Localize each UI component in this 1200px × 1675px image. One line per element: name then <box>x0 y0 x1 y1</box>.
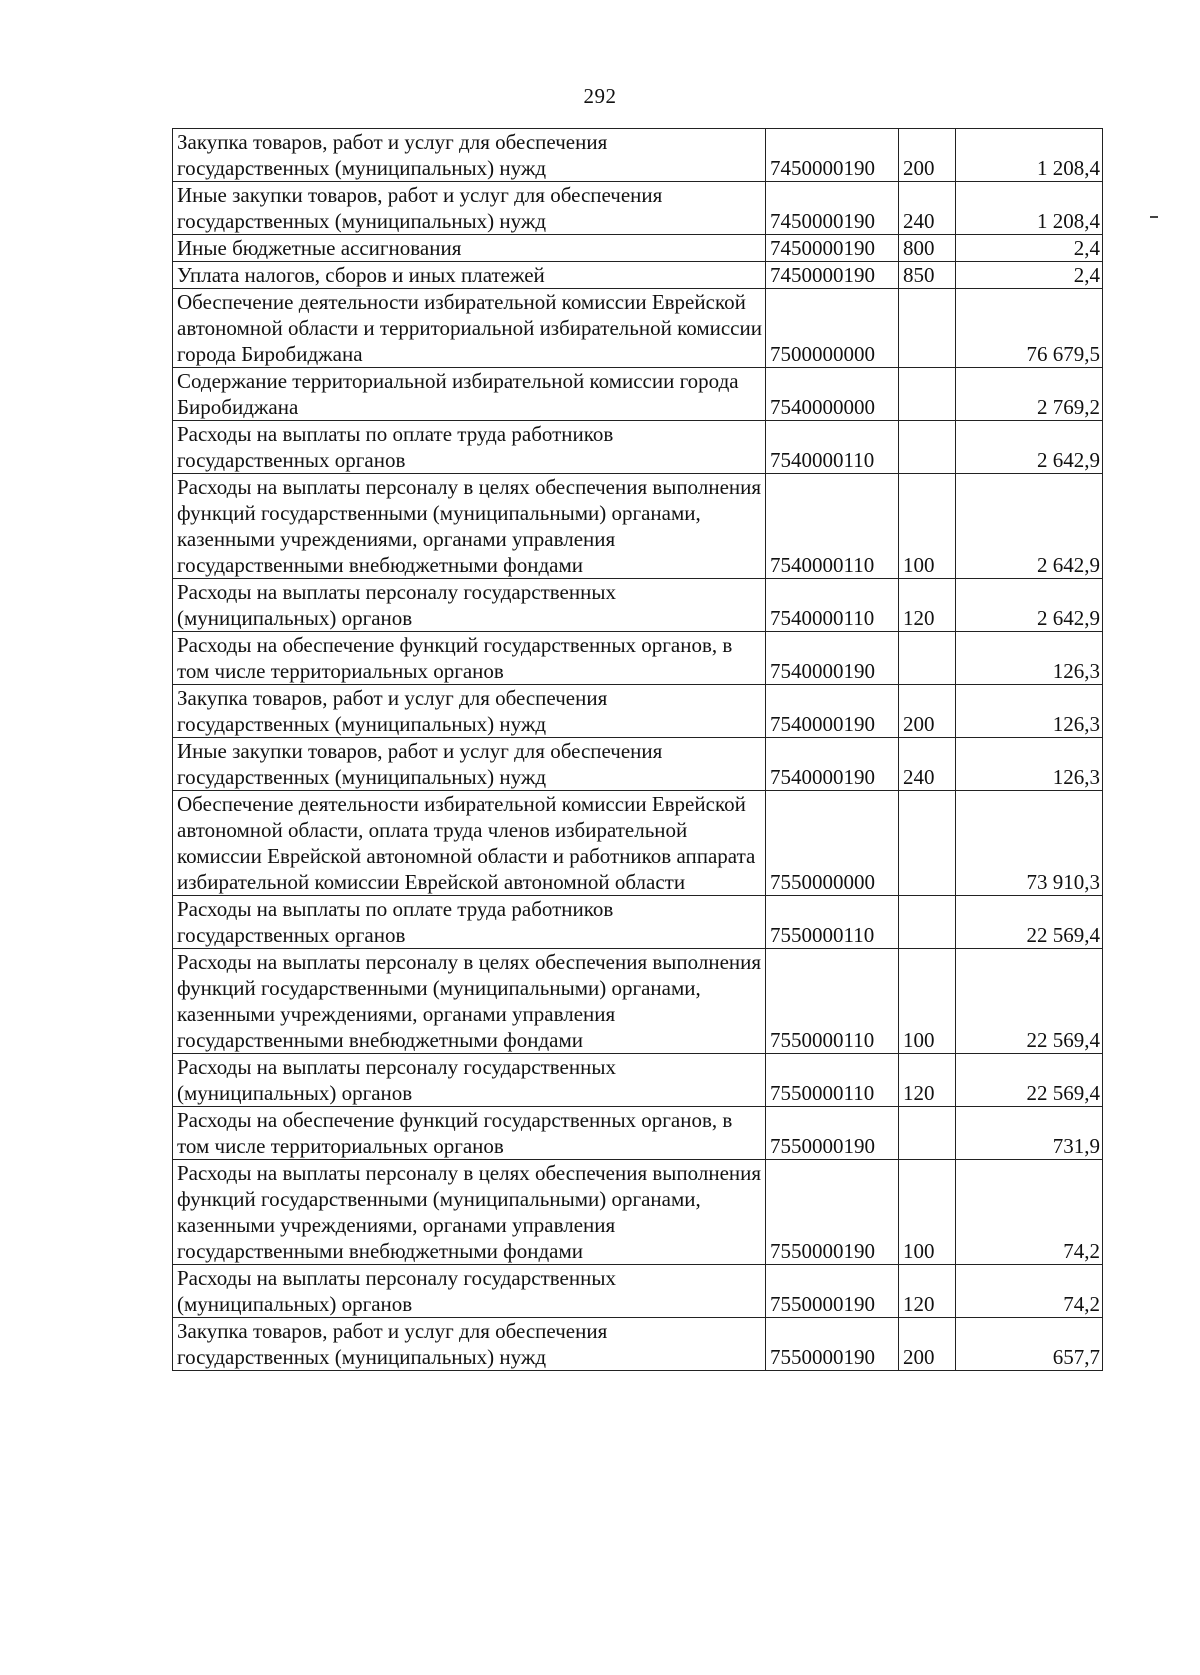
row-name-cell: Расходы на обеспечение функций государственных органов, в том числе территориальных органов <box>173 1107 766 1160</box>
row-name-cell: Расходы на обеспечение функций государственных органов, в том числе территориальных органов <box>173 632 766 685</box>
table-row <box>173 685 1103 738</box>
row-code-cell: 7540000190 <box>766 685 899 738</box>
table-row <box>173 1318 1103 1371</box>
row-name-cell: Закупка товаров, работ и услуг для обеспечения государственных (муниципальных) нужд <box>173 129 766 182</box>
row-type-cell: 120 <box>899 1265 956 1318</box>
row-name-cell: Расходы на выплаты по оплате труда работников государственных органов <box>173 896 766 949</box>
row-type-cell: 200 <box>899 685 956 738</box>
table-row <box>173 421 1103 474</box>
row-sum-cell: 1 208,4 <box>956 182 1103 235</box>
row-name-cell: Обеспечение деятельности избирательной комиссии Еврейской автономной области и территориальной избирательной комиссии города Биробиджана <box>173 289 766 368</box>
row-type-cell <box>899 289 956 368</box>
row-code-cell: 7450000190 <box>766 129 899 182</box>
table-row <box>173 579 1103 632</box>
row-sum-cell: 73 910,3 <box>956 791 1103 896</box>
row-type-cell: 100 <box>899 1160 956 1265</box>
row-name-cell: Расходы на выплаты персоналу в целях обеспечения выполнения функций государственными (муниципальными) органами, казенными учреждениями, органами управления государственными внебюджетными фондами <box>173 949 766 1054</box>
row-name-cell: Расходы на выплаты персоналу в целях обеспечения выполнения функций государственными (муниципальными) органами, казенными учреждениями, органами управления государственными внебюджетными фондами <box>173 1160 766 1265</box>
row-name-cell: Расходы на выплаты персоналу государственных (муниципальных) органов <box>173 579 766 632</box>
row-code-cell: 7550000190 <box>766 1318 899 1371</box>
row-code-cell: 7550000190 <box>766 1107 899 1160</box>
row-type-cell <box>899 368 956 421</box>
row-name-cell: Иные закупки товаров, работ и услуг для обеспечения государственных (муниципальных) нужд <box>173 182 766 235</box>
row-code-cell: 7550000190 <box>766 1160 899 1265</box>
row-code-cell: 7550000110 <box>766 949 899 1054</box>
row-code-cell: 7540000190 <box>766 738 899 791</box>
table-row <box>173 474 1103 579</box>
row-type-cell <box>899 1107 956 1160</box>
row-sum-cell: 22 569,4 <box>956 949 1103 1054</box>
row-sum-cell: 2,4 <box>956 262 1103 289</box>
row-sum-cell: 126,3 <box>956 632 1103 685</box>
row-sum-cell: 2 642,9 <box>956 474 1103 579</box>
row-name-cell: Расходы на выплаты персоналу государственных (муниципальных) органов <box>173 1054 766 1107</box>
row-sum-cell: 74,2 <box>956 1265 1103 1318</box>
table-row <box>173 738 1103 791</box>
row-type-cell: 120 <box>899 579 956 632</box>
table-row <box>173 1054 1103 1107</box>
row-type-cell <box>899 421 956 474</box>
row-name-cell: Уплата налогов, сборов и иных платежей <box>173 262 766 289</box>
table-row <box>173 896 1103 949</box>
row-code-cell: 7550000110 <box>766 1054 899 1107</box>
budget-table-body <box>173 129 1103 1371</box>
row-type-cell: 100 <box>899 949 956 1054</box>
row-code-cell: 7550000000 <box>766 791 899 896</box>
table-row <box>173 129 1103 182</box>
row-sum-cell: 2 642,9 <box>956 421 1103 474</box>
page-number: 292 <box>583 84 617 108</box>
row-type-cell <box>899 791 956 896</box>
row-name-cell: Иные закупки товаров, работ и услуг для обеспечения государственных (муниципальных) нужд <box>173 738 766 791</box>
row-sum-cell: 126,3 <box>956 738 1103 791</box>
row-name-cell: Иные бюджетные ассигнования <box>173 235 766 262</box>
scan-mark <box>1150 216 1158 218</box>
budget-table <box>172 128 1103 1371</box>
row-sum-cell: 657,7 <box>956 1318 1103 1371</box>
row-code-cell: 7540000110 <box>766 579 899 632</box>
row-type-cell <box>899 632 956 685</box>
row-code-cell: 7540000190 <box>766 632 899 685</box>
row-code-cell: 7540000110 <box>766 421 899 474</box>
row-sum-cell: 76 679,5 <box>956 289 1103 368</box>
row-type-cell: 800 <box>899 235 956 262</box>
row-sum-cell: 2,4 <box>956 235 1103 262</box>
row-code-cell: 7540000110 <box>766 474 899 579</box>
row-code-cell: 7550000190 <box>766 1265 899 1318</box>
row-sum-cell: 1 208,4 <box>956 129 1103 182</box>
row-type-cell: 240 <box>899 738 956 791</box>
row-sum-cell: 731,9 <box>956 1107 1103 1160</box>
row-code-cell: 7450000190 <box>766 182 899 235</box>
row-name-cell: Обеспечение деятельности избирательной комиссии Еврейской автономной области, оплата труда членов избирательной комиссии Еврейской автономной области и работников аппарата избирательной комиссии Еврейской автономной области <box>173 791 766 896</box>
row-type-cell: 200 <box>899 129 956 182</box>
table-row <box>173 368 1103 421</box>
row-sum-cell: 126,3 <box>956 685 1103 738</box>
table-row <box>173 289 1103 368</box>
table-row <box>173 791 1103 896</box>
row-sum-cell: 2 769,2 <box>956 368 1103 421</box>
row-type-cell <box>899 896 956 949</box>
row-sum-cell: 22 569,4 <box>956 1054 1103 1107</box>
row-name-cell: Расходы на выплаты по оплате труда работников государственных органов <box>173 421 766 474</box>
row-type-cell: 240 <box>899 182 956 235</box>
row-type-cell: 200 <box>899 1318 956 1371</box>
table-row <box>173 1265 1103 1318</box>
row-code-cell: 7540000000 <box>766 368 899 421</box>
row-sum-cell: 22 569,4 <box>956 896 1103 949</box>
row-type-cell: 120 <box>899 1054 956 1107</box>
row-sum-cell: 74,2 <box>956 1160 1103 1265</box>
table-row <box>173 182 1103 235</box>
table-row <box>173 949 1103 1054</box>
row-name-cell: Закупка товаров, работ и услуг для обеспечения государственных (муниципальных) нужд <box>173 685 766 738</box>
row-type-cell: 100 <box>899 474 956 579</box>
row-name-cell: Содержание территориальной избирательной комиссии города Биробиджана <box>173 368 766 421</box>
table-row <box>173 235 1103 262</box>
row-name-cell: Закупка товаров, работ и услуг для обеспечения государственных (муниципальных) нужд <box>173 1318 766 1371</box>
row-type-cell: 850 <box>899 262 956 289</box>
table-row <box>173 1160 1103 1265</box>
row-name-cell: Расходы на выплаты персоналу государственных (муниципальных) органов <box>173 1265 766 1318</box>
row-name-cell: Расходы на выплаты персоналу в целях обеспечения выполнения функций государственными (муниципальными) органами, казенными учреждениями, органами управления государственными внебюджетными фондами <box>173 474 766 579</box>
table-row <box>173 632 1103 685</box>
table-row <box>173 262 1103 289</box>
row-sum-cell: 2 642,9 <box>956 579 1103 632</box>
table-row <box>173 1107 1103 1160</box>
row-code-cell: 7550000110 <box>766 896 899 949</box>
row-code-cell: 7450000190 <box>766 262 899 289</box>
row-code-cell: 7500000000 <box>766 289 899 368</box>
row-code-cell: 7450000190 <box>766 235 899 262</box>
